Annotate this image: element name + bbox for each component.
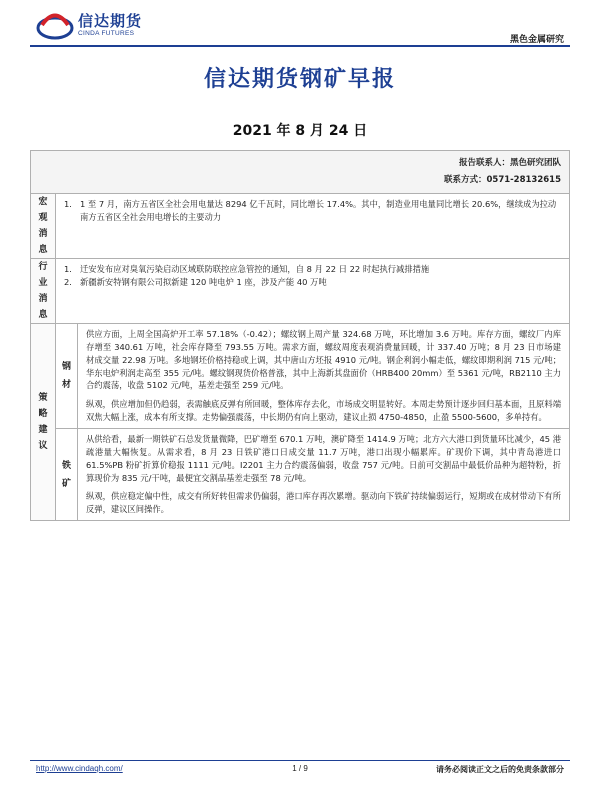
logo-cn-text: 信达期货 xyxy=(78,12,143,31)
page-number: 1 / 9 xyxy=(292,764,308,773)
steel-content xyxy=(78,324,570,429)
contact-row xyxy=(31,151,570,194)
ore-paragraph: 纵观，供应稳定偏中性，成交有所好转但需求仍偏弱，港口库存再次累增。驱动向下铁矿持续偏弱运行，短期或在成材带动下有所反弹，建议区间操作。 xyxy=(86,491,561,515)
ore-label: 铁 矿 xyxy=(56,429,78,521)
cinda-logo-icon xyxy=(36,12,74,40)
page-header xyxy=(0,0,600,48)
list-item: 2. 新疆新安特钢有限公司拟新建 120 吨电炉 1 座，涉及产能 40 万吨 xyxy=(64,276,327,287)
header-divider xyxy=(30,45,570,47)
steel-paragraph: 纵观，供应增加但仍趋弱，表需触底反弹有所回暖，整体库存去化，市场成交明显转好。本周走势预计逐步回归基本面，且原料端双焦大幅上涨，成本有所支撑。走势偏强震荡，中长期仍有向上驱动，建议止损 4750-4850，止盈 5500-5600，多单持有。 xyxy=(86,399,561,423)
report-title: 信达期货钢矿早报 xyxy=(203,67,396,92)
industry-row xyxy=(31,259,570,324)
disclaimer-text: 请务必阅读正文之后的免责条款部分 xyxy=(436,765,564,774)
steel-label: 钢 材 xyxy=(56,324,78,429)
steel-paragraph: 供应方面，上周全国高炉开工率 57.18%（-0.42）；螺纹钢上周产量 324.68 万吨，环比增加 3.6 万吨。库存方面，螺纹厂内库存增至 340.61 万吨，社会库存降至 793.55 万吨。需求方面，螺纹周度表观消费量回暖，计 337.40 万吨；8 月 23 日市场建材成交量 22.98 万吨。多地钢坯价格持稳或上调，其中唐山方坯报 4910 元/吨。钢企利润小幅走低，螺纹即期利润 715 元/吨；华东电炉利润走高至 355 元/吨。螺纹钢现货价格普涨，其中上海新其盘面价（HRB400 20mm）至 5361 元/吨，RB2110 主力合约震荡，收盘 5102 元/吨，基差走强至 259 元/吨。 xyxy=(86,329,561,391)
ore-paragraph: 从供给看，最新一期铁矿石总发货量微降，巴矿增至 670.1 万吨，澳矿降至 1414.9 万吨；北方六大港口到货量环比减少，45 港疏港量大幅恢复。从需求看，8 月 23 日铁矿港口日成交量 11.7 万吨，港口出现小幅累库。矿现价下调，其中青岛港进口 61.5%PB 粉矿折算价稳报 1111 元/吨。I2201 主力合约震荡偏弱，收盘 757 元/吨。日前可交割品中最低价品种为超特粉，折算现价为 835 元/干吨，最便宜交割品基差走强至 78 元/吨。 xyxy=(86,434,561,483)
list-item: 1. 1 至 7 月，南方五省区全社会用电量达 8294 亿千瓦时，同比增长 17.4%。其中，制造业用电量同比增长 20.6%，继续成为拉动南方五省区全社会用电增长的主要动力 xyxy=(64,199,557,222)
strategy-steel-row xyxy=(31,324,570,429)
company-logo xyxy=(36,12,142,40)
website-link[interactable]: http://www.cindaqh.com/ xyxy=(36,764,123,773)
macro-row xyxy=(31,194,570,259)
macro-label: 宏 观 消 息 xyxy=(31,194,56,259)
logo-en-text: CINDA FUTURES xyxy=(78,30,135,38)
contact-phone: 联系方式：0571-28132615 xyxy=(443,175,561,185)
strategy-ore-row xyxy=(31,429,570,521)
contact-reporter: 报告联系人：黑色研究团队 xyxy=(458,158,561,168)
industry-label: 行 业 消 息 xyxy=(31,259,56,324)
macro-content xyxy=(56,194,570,259)
strategy-label: 策 略 建 议 xyxy=(31,324,56,521)
list-item: 1. 迁安发布应对臭氧污染启动区域联防联控应急管控的通知，自 8 月 22 日 22 时起执行减排措施 xyxy=(64,264,430,274)
report-date: 2021 年 8 月 24 日 xyxy=(232,123,368,139)
ore-content xyxy=(78,429,570,521)
report-table xyxy=(30,150,570,521)
department-label: 黑色金属研究 xyxy=(509,35,564,45)
industry-content xyxy=(56,259,570,324)
footer-divider xyxy=(30,760,570,761)
